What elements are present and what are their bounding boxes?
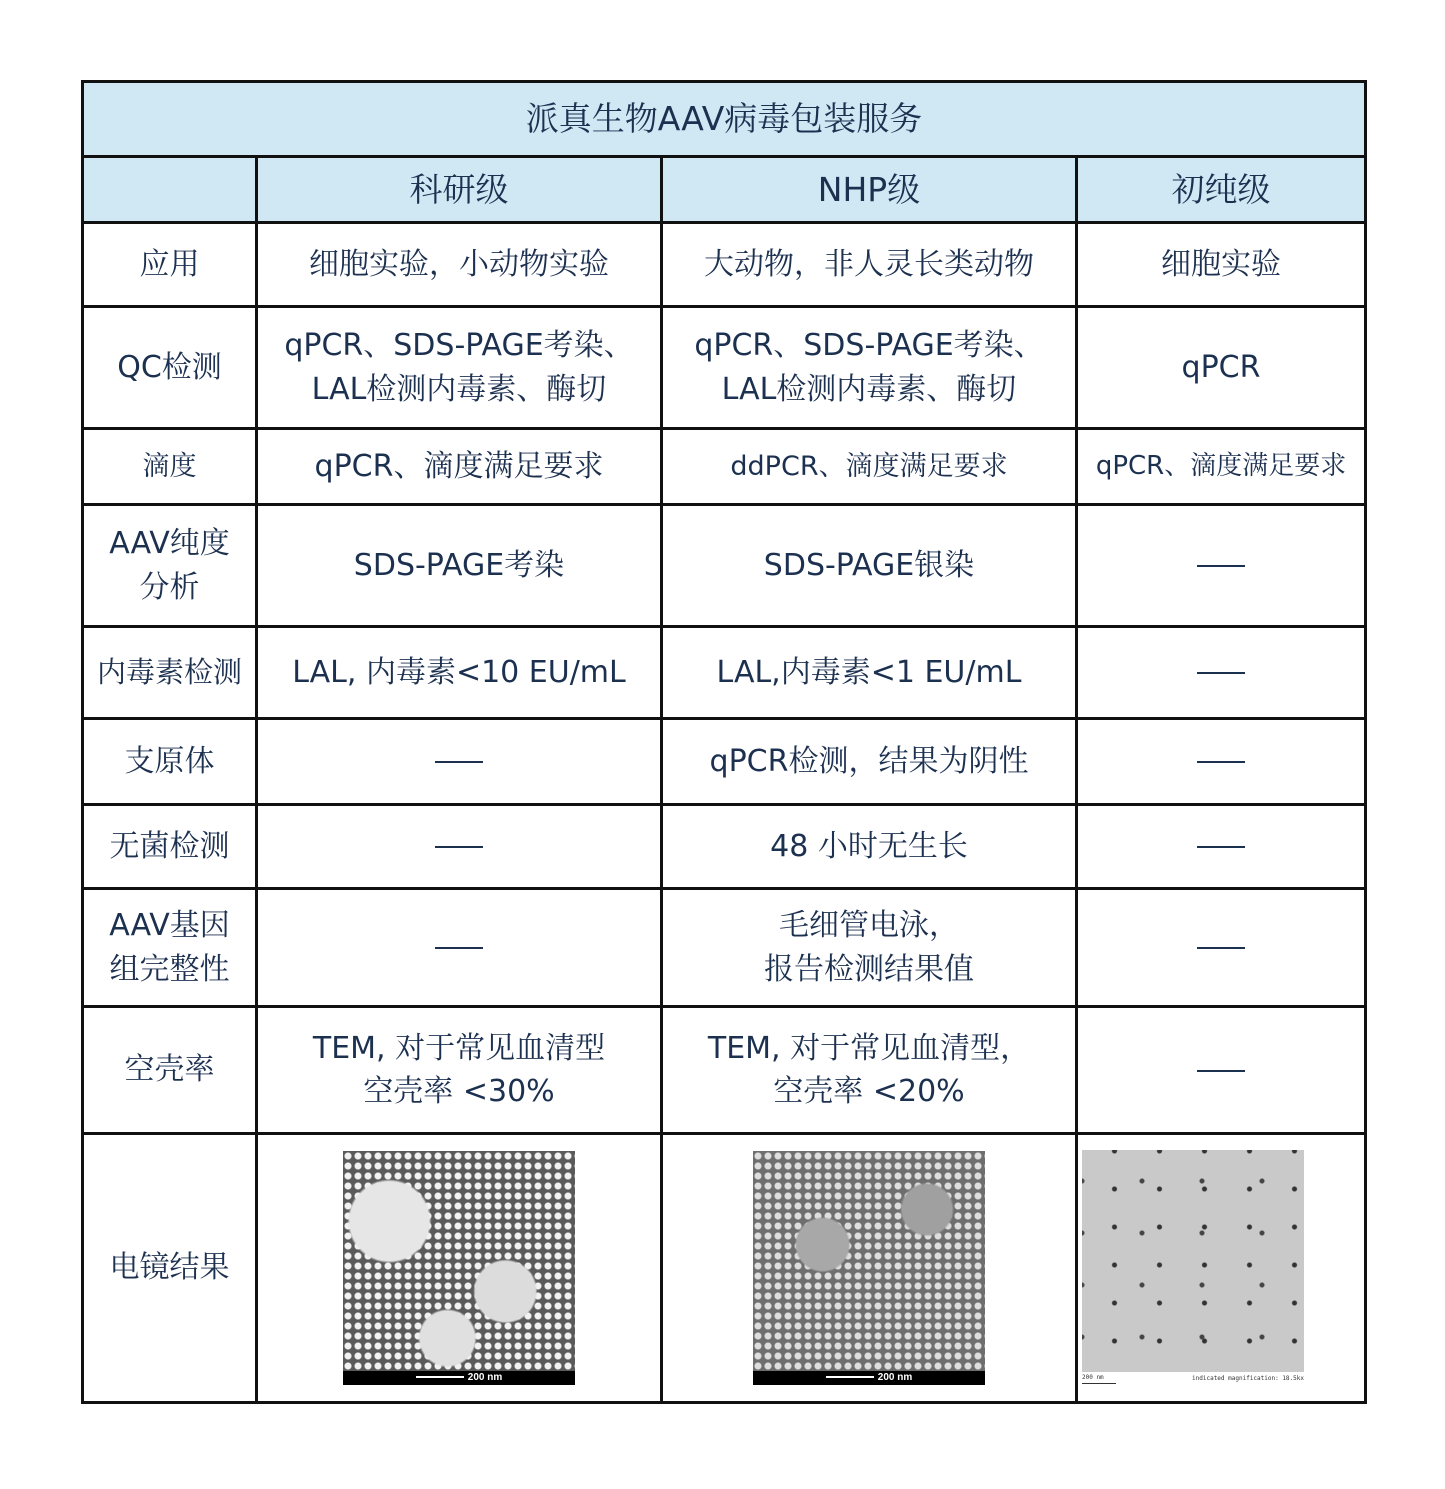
- cell-line: 空壳率 <20%: [773, 1074, 965, 1109]
- cell-nhp: 48 小时无生长: [662, 805, 1077, 889]
- cell-line: LAL检测内毒素、酶切: [311, 371, 607, 407]
- table-row: [83, 307, 1366, 429]
- cell-line: 报告检测结果值: [764, 951, 974, 987]
- row-label: 电镜结果: [83, 1134, 257, 1403]
- cell-nhp: ddPCR、滴度满足要求: [662, 429, 1077, 505]
- row-label: 空壳率: [83, 1007, 257, 1134]
- cell-research: [257, 1007, 662, 1134]
- cell-crude: qPCR、滴度满足要求: [1077, 429, 1366, 505]
- row-label: [83, 505, 257, 627]
- dash-placeholder: [1197, 565, 1245, 567]
- cell-crude: [1077, 889, 1366, 1007]
- table-row: [83, 223, 1366, 307]
- cell-crude: 细胞实验: [1077, 223, 1366, 307]
- scale-bar: 200 nm: [343, 1371, 575, 1385]
- cell-research: [257, 889, 662, 1007]
- cell-research: qPCR、滴度满足要求: [257, 429, 662, 505]
- tem-image-research: [343, 1151, 575, 1385]
- dash-placeholder: [1197, 761, 1245, 763]
- dash-placeholder: [1197, 672, 1245, 674]
- cell-research: [257, 805, 662, 889]
- dash-placeholder: [435, 846, 483, 848]
- table-row: [83, 719, 1366, 805]
- label-line: 分析: [139, 569, 200, 605]
- table-row: [83, 805, 1366, 889]
- aav-service-table: [81, 80, 1367, 1404]
- cell-line: TEM, 对于常见血清型: [312, 1030, 606, 1066]
- tem-image-crude: [1082, 1150, 1304, 1372]
- table-row: [83, 429, 1366, 505]
- cell-line: 毛细管电泳，: [779, 908, 959, 943]
- row-label: 无菌检测: [83, 805, 257, 889]
- cell-crude: qPCR: [1077, 307, 1366, 429]
- cell-line: LAL检测内毒素、酶切: [721, 371, 1017, 407]
- cell-nhp: [662, 1007, 1077, 1134]
- header-empty: [83, 157, 257, 223]
- cell-crude: [1077, 505, 1366, 627]
- cell-nhp: 大动物，非人灵长类动物: [662, 223, 1077, 307]
- row-label: 内毒素检测: [83, 627, 257, 719]
- cell-research: SDS-PAGE考染: [257, 505, 662, 627]
- dash-placeholder: [1197, 846, 1245, 848]
- table-row: [83, 505, 1366, 627]
- cell-line: TEM, 对于常见血清型，: [707, 1030, 1031, 1066]
- table-row: [83, 1007, 1366, 1134]
- column-header-row: [83, 157, 1366, 223]
- cell-research: [257, 719, 662, 805]
- cell-research: [257, 307, 662, 429]
- row-label: QC检测: [83, 307, 257, 429]
- scale-bar: 200 nm: [1082, 1374, 1116, 1384]
- cell-crude: [1077, 627, 1366, 719]
- header-research-grade: 科研级: [257, 157, 662, 223]
- header-nhp-grade: NHP级: [662, 157, 1077, 223]
- label-line: AAV纯度: [109, 526, 230, 561]
- cell-nhp: LAL,内毒素<1 EU/mL: [662, 627, 1077, 719]
- row-label: 支原体: [83, 719, 257, 805]
- cell-line: 空壳率 <30%: [363, 1074, 555, 1109]
- table-row: [83, 889, 1366, 1007]
- cell-research: LAL, 内毒素<10 EU/mL: [257, 627, 662, 719]
- cell-nhp: [662, 1134, 1077, 1403]
- row-label: 应用: [83, 223, 257, 307]
- cell-research: [257, 1134, 662, 1403]
- cell-line: qPCR、SDS-PAGE考染、: [284, 328, 634, 363]
- cell-nhp: [662, 889, 1077, 1007]
- table-row: [83, 627, 1366, 719]
- cell-crude: [1077, 1134, 1366, 1403]
- tem-footer: [1082, 1372, 1304, 1386]
- cell-nhp: [662, 307, 1077, 429]
- cell-crude: [1077, 719, 1366, 805]
- label-line: AAV基因: [109, 908, 230, 943]
- label-line: 组完整性: [109, 951, 230, 987]
- row-label: 滴度: [83, 429, 257, 505]
- cell-crude: [1077, 805, 1366, 889]
- cell-crude: [1077, 1007, 1366, 1134]
- dash-placeholder: [1197, 947, 1245, 949]
- scale-bar: 200 nm: [753, 1371, 985, 1385]
- cell-research: 细胞实验，小动物实验: [257, 223, 662, 307]
- magnification-caption: indicated magnification: 18.5kx: [1192, 1374, 1304, 1382]
- cell-line: qPCR、SDS-PAGE考染、: [694, 328, 1044, 363]
- cell-nhp: SDS-PAGE银染: [662, 505, 1077, 627]
- table-title: 派真生物AAV病毒包装服务: [83, 82, 1366, 157]
- cell-nhp: qPCR检测，结果为阴性: [662, 719, 1077, 805]
- table-row: [83, 1134, 1366, 1403]
- dash-placeholder: [435, 947, 483, 949]
- dash-placeholder: [1197, 1070, 1245, 1072]
- header-crude-grade: 初纯级: [1077, 157, 1366, 223]
- tem-image-nhp: [753, 1151, 985, 1385]
- row-label: [83, 889, 257, 1007]
- dash-placeholder: [435, 761, 483, 763]
